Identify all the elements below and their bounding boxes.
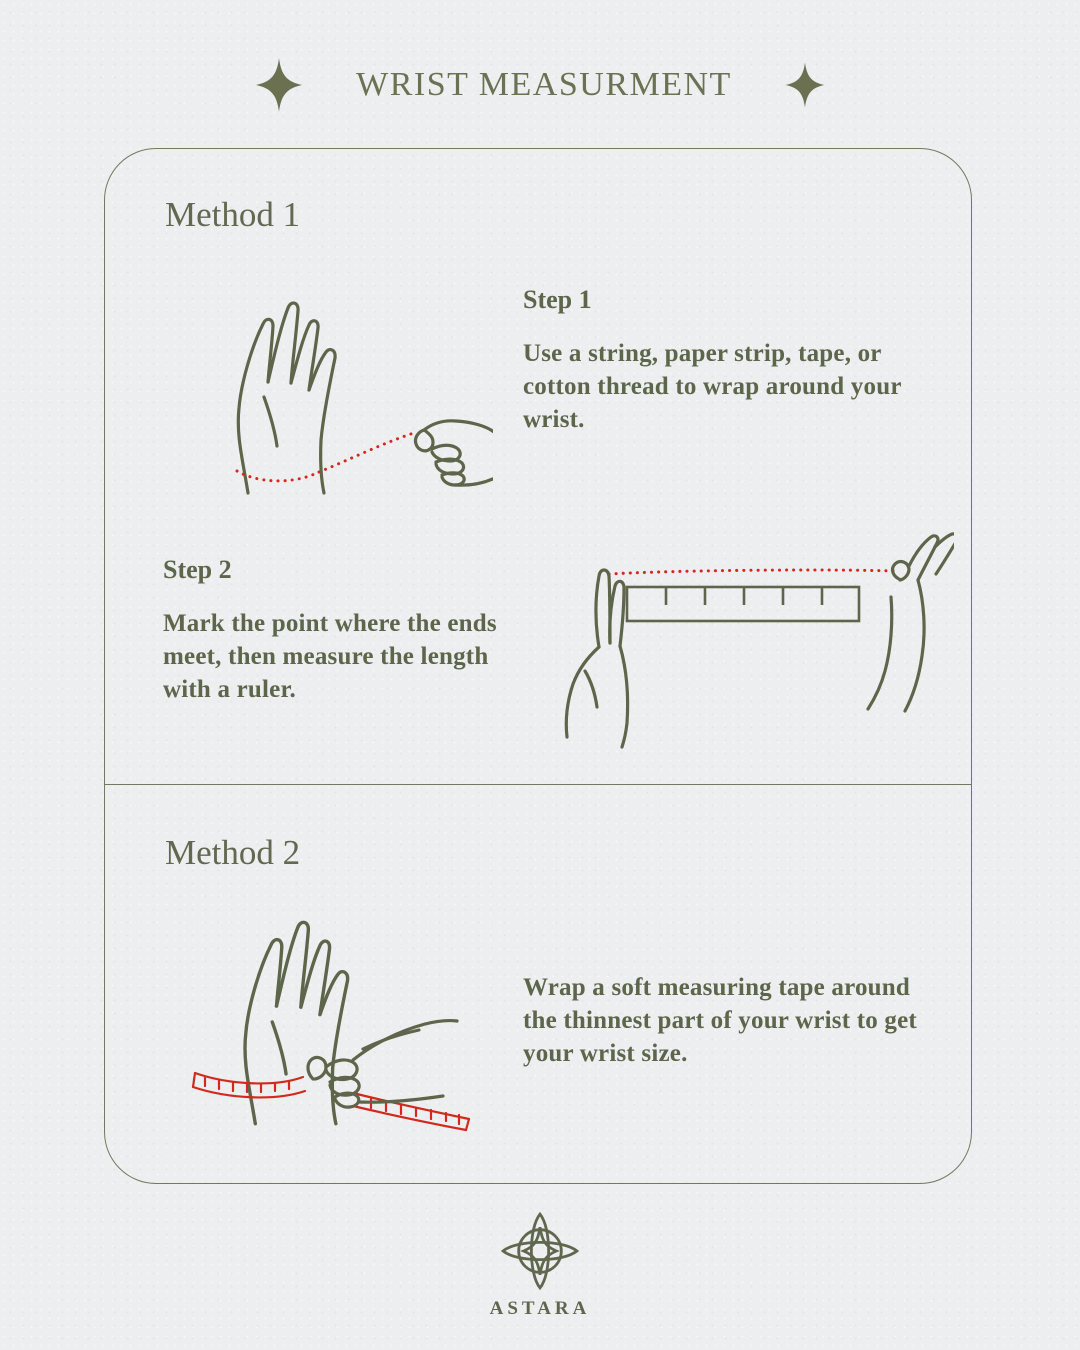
astara-compass-star-logo	[499, 1210, 581, 1292]
instruction-card	[104, 148, 972, 1184]
sparkle-icon	[254, 56, 304, 114]
page-title: WRIST MEASURMENT	[356, 66, 732, 103]
red-string-drawing	[609, 570, 897, 574]
ruler-drawing	[627, 587, 859, 621]
step-2-text: Mark the point where the ends meet, then measure the length with a ruler.	[163, 610, 497, 703]
ruler-measuring-illustration	[529, 519, 954, 754]
step-1-block	[523, 285, 943, 436]
red-string-drawing	[237, 432, 417, 481]
header	[0, 54, 1080, 116]
method-2-block	[523, 971, 947, 1070]
method-1-heading: Method 1	[165, 195, 301, 234]
upright-hand-drawing	[238, 303, 335, 493]
step-1-text: Use a string, paper strip, tape, or cotton thread to wrap around your wrist.	[523, 340, 902, 433]
method-2-text: Wrap a soft measuring tape around the thinnest part of your wrist to get your wrist size.	[523, 974, 917, 1067]
section-divider	[105, 784, 971, 785]
step-2-label: Step 2	[163, 555, 232, 584]
pulling-fist-drawing	[415, 421, 493, 485]
sparkle-icon	[784, 60, 826, 110]
measuring-tape-illustration	[181, 897, 511, 1141]
gripping-hand-drawing	[308, 1021, 457, 1108]
hand-with-string-illustration	[193, 281, 493, 499]
method-2-heading: Method 2	[165, 833, 301, 872]
brand-name: ASTARA	[489, 1298, 591, 1319]
right-hand-drawing	[868, 534, 954, 711]
left-hand-drawing	[566, 570, 627, 747]
step-1-label: Step 1	[523, 285, 592, 314]
step-2-block	[163, 555, 503, 706]
